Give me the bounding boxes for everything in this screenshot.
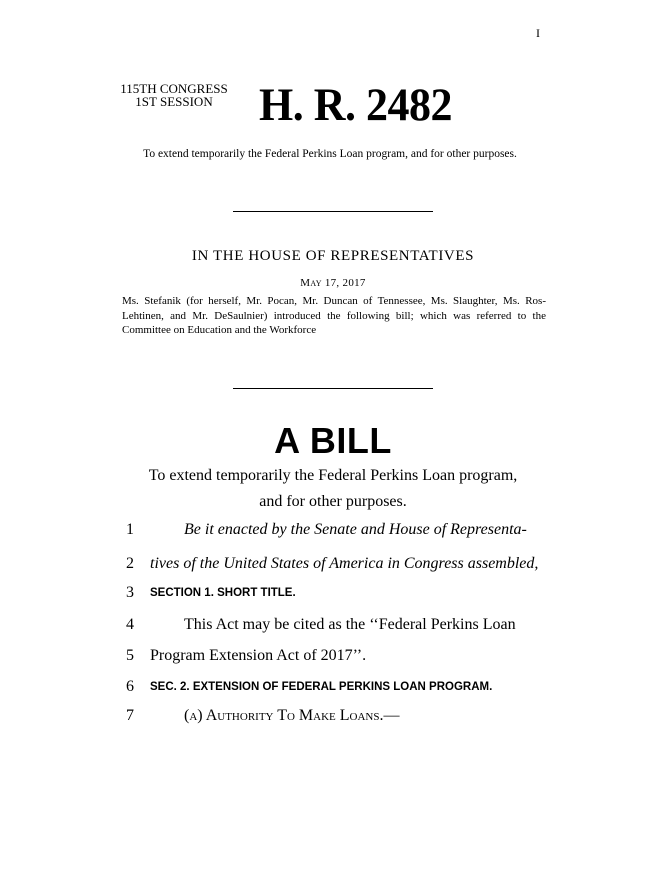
- line-text: tives of the United States of America in Congress assembled,: [150, 555, 539, 572]
- line-text: Be it enacted by the Senate and House of Representa-: [184, 521, 527, 538]
- purpose-line-2: and for other purposes.: [259, 493, 407, 510]
- line-number: 6: [126, 678, 134, 695]
- line-number: 4: [126, 616, 134, 633]
- bill-heading: A BILL: [274, 420, 392, 461]
- congress-number: 115TH CONGRESS: [120, 81, 228, 96]
- line-number: 2: [126, 555, 134, 572]
- divider-top: [233, 211, 433, 212]
- line-text: Program Extension Act of 2017’’.: [150, 647, 367, 664]
- congress-session-label: [112, 82, 236, 108]
- bill-line: [0, 678, 660, 708]
- line-number: 5: [126, 647, 134, 664]
- bill-line: [0, 647, 660, 677]
- chamber-title: IN THE HOUSE OF REPRESENTATIVES: [191, 248, 475, 264]
- page-number: I: [536, 26, 540, 40]
- bill-line: [0, 584, 660, 614]
- sponsors-paragraph: [122, 294, 546, 338]
- section-heading: SEC. 2. EXTENSION OF FEDERAL PERKINS LOAN PROGRAM.: [150, 681, 493, 693]
- short-purpose: To extend temporarily the Federal Perkins Loan program, and for other purposes.: [143, 148, 517, 160]
- long-purpose: [120, 463, 546, 515]
- bill-line: [0, 707, 660, 737]
- session-number: 1ST SESSION: [135, 94, 213, 109]
- line-number: 7: [126, 707, 134, 724]
- introduction-date: May 17, 2017: [300, 277, 366, 289]
- purpose-line-1: To extend temporarily the Federal Perkins Loan program,: [148, 467, 518, 484]
- bill-number: H. R. 2482: [259, 79, 452, 131]
- bill-line: [0, 616, 660, 646]
- line-text: This Act may be cited as the ‘‘Federal Perkins Loan: [184, 616, 516, 633]
- bill-line: [0, 555, 660, 585]
- bill-line: [0, 521, 660, 551]
- section-heading: SECTION 1. SHORT TITLE.: [150, 587, 296, 599]
- line-number: 1: [126, 521, 134, 538]
- divider-bottom: [233, 388, 433, 389]
- line-text: (a) Authority To Make Loans.—: [184, 707, 400, 724]
- sponsors-text: Ms. Stefanik (for herself, Mr. Pocan, Mr. Duncan of Tennessee, Ms. Slaughter, Ms. Ros-Lehtinen, and Mr. DeSaulnier) introduced the following bill; which was referred to the Committee on Education and the Workforce: [122, 295, 546, 336]
- line-number: 3: [126, 584, 134, 601]
